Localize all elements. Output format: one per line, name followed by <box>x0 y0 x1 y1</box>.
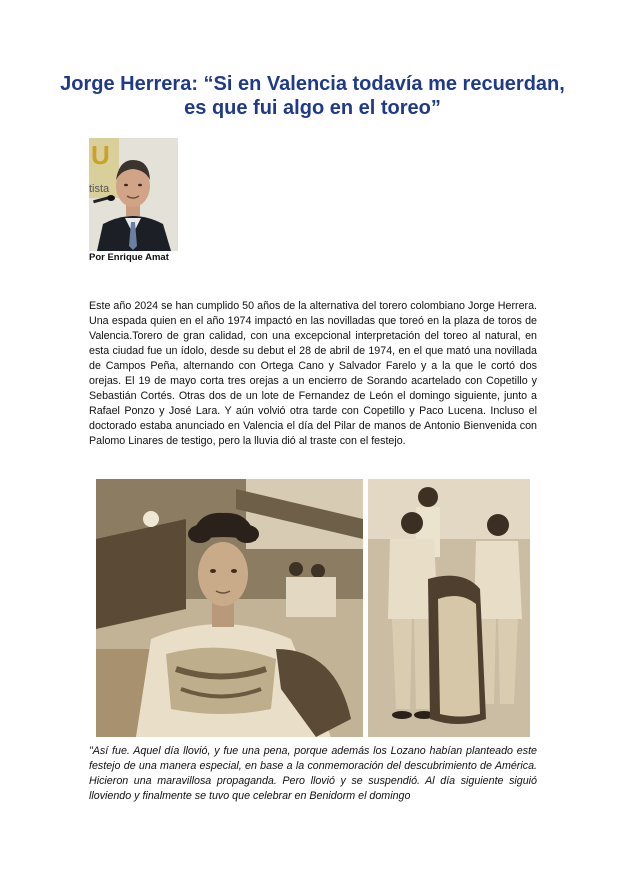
author-photo <box>89 138 178 251</box>
svg-text:tista: tista <box>89 183 110 195</box>
byline: Por Enrique Amat <box>89 252 169 263</box>
svg-text:U: U <box>91 140 110 170</box>
article-intro: Este año 2024 se han cumplido 50 años de la alternativa del torero colombiano Jorge Herrera. Una espada quien en el año 1974 impactó en las novilladas que toreó en la plaza de toros de Valencia.Torero de gran calidad, con una excepcional interpretación del toreo al natural, en esta ciudad fue un ídolo, desde su debut el 28 de abril de 1974, en el que mató una novillada de Campos Peña, alternando con Ortega Cano y Salvador Farelo y a la que le cortó dos orejas. El 19 de mayo corta tres orejas a un encierro de Sorando acartelado con Copetillo y Sebastián Cortés. Otras dos de un lote de Fernandez de León el domingo siguiente, junto a Rafael Ponzo y José Lara. Y aún volvió otra tarde con Copetillo y Paco Lucena. Incluso el doctorado estaba anunciado en Valencia el día del Pilar de manos de Antonio Bienvenida con Palomo Linares de testigo, pero la lluvia dió al traste con el festejo. <box>89 300 537 447</box>
bullfighters-group-photo <box>368 479 530 737</box>
article-quote: "Así fue. Aquel día llovió, y fue una pena, porque además los Lozano habían planteado este festejo de una manera especial, en base a la conmemoración del descubrimiento de América. Hicieron una maravillosa propaganda. Pero llovió y se suspendió. Al día siguiente siguió lloviendo y finalmente se tuvo que celebrar en Benidorm el domingo <box>89 745 537 802</box>
article-title: Jorge Herrera: “Si en Valencia todavía me recuerdan, es que fui algo en el toreo” <box>60 73 565 119</box>
matador-portrait-photo <box>96 479 363 737</box>
